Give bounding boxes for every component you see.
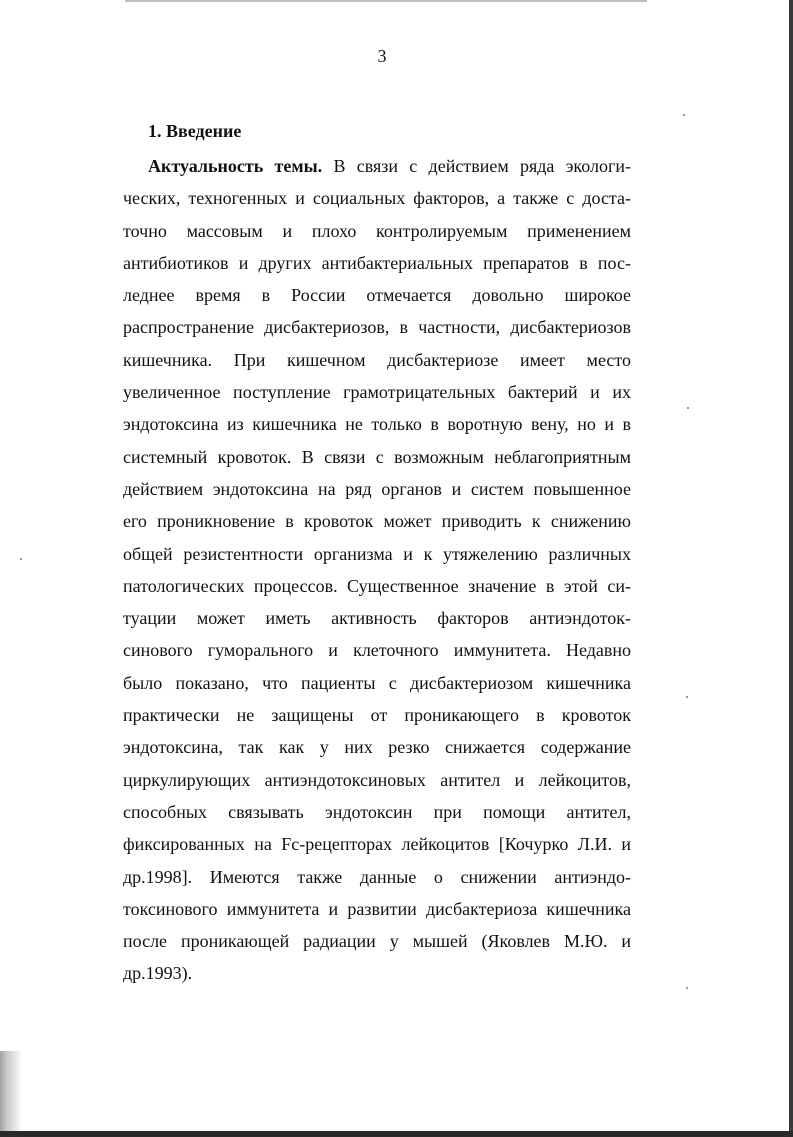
paragraph-line: эндотоксина, так как у них резко снижается содержание: [123, 737, 631, 758]
scan-speck: [683, 114, 685, 116]
paragraph-line: было показано, что пациенты с дисбактериозом кишечника: [123, 672, 631, 693]
scan-speck: [686, 696, 688, 698]
lead-phrase: Актуальность темы.: [148, 156, 323, 176]
scan-bottom-border: [0, 1131, 793, 1137]
paragraph-line: антибиотиков и других антибактериальных препаратов в пос-: [123, 252, 631, 273]
scan-speck: [20, 558, 22, 560]
scan-top-rule: [125, 0, 647, 2]
paragraph-line: циркулирующих антиэндотоксиновых антител и лейкоцитов,: [123, 769, 631, 790]
paragraph-line: ческих, техногенных и социальных факторов, а также с доста-: [123, 188, 631, 209]
paragraph-line: действием эндотоксина на ряд органов и систем повышенное: [123, 478, 631, 499]
paragraph-line: токсинового иммунитета и развитии дисбактериоза кишечника: [123, 898, 631, 919]
paragraph-line: [123, 150, 631, 182]
paragraph-line: его проникновение в кровоток может приводить к снижению: [123, 511, 631, 532]
paragraph-line: туации может иметь активность факторов антиэндоток-: [123, 608, 631, 629]
scan-right-border: [789, 0, 793, 1137]
section-heading: 1. Введение: [148, 121, 242, 141]
paragraph-line: практически не защищены от проникающего в кровоток: [123, 705, 631, 726]
paragraph-line: точно массовым и плохо контролируемым применением: [123, 220, 631, 241]
paragraph-line: способных связывать эндотоксин при помощи антител,: [123, 801, 631, 822]
paragraph-line: леднее время в России отмечается довольно широкое: [123, 285, 631, 306]
page-number: 3: [377, 46, 387, 66]
scan-speck: [687, 407, 689, 409]
scan-edge-shadow: [0, 1051, 22, 1131]
paragraph-line: патологических процессов. Существенное значение в этой си-: [123, 575, 631, 596]
paragraph-line: системный кровоток. В связи с возможным неблагоприятным: [123, 446, 631, 467]
paragraph-line: синового гуморального и клеточного иммунитета. Недавно: [123, 640, 631, 661]
paragraph-line: увеличенное поступление грамотрицательных бактерий и их: [123, 382, 631, 403]
paragraph-line: распространение дисбактериозов, в частности, дисбактериозов: [123, 317, 631, 338]
paragraph-line: др.1998]. Имеются также данные о снижении антиэндо-: [123, 866, 631, 887]
body-paragraph: [123, 150, 631, 990]
paragraph-line: общей резистентности организма и к утяжелению различных: [123, 543, 631, 564]
scan-speck: [686, 987, 688, 989]
paragraph-line: кишечника. При кишечном дисбактериозе имеет место: [123, 349, 631, 370]
paragraph-line: фиксированных на Fc-рецепторах лейкоцитов [Кочурко Л.И. и: [123, 834, 631, 855]
paragraph-line: эндотоксина из кишечника не только в воротную вену, но и в: [123, 414, 631, 435]
paragraph-line: после проникающей радиации у мышей (Яковлев М.Ю. и: [123, 931, 631, 952]
line-text: В связи с действием ряда экологи-: [322, 156, 632, 176]
paragraph-line: др.1993).: [123, 963, 193, 984]
